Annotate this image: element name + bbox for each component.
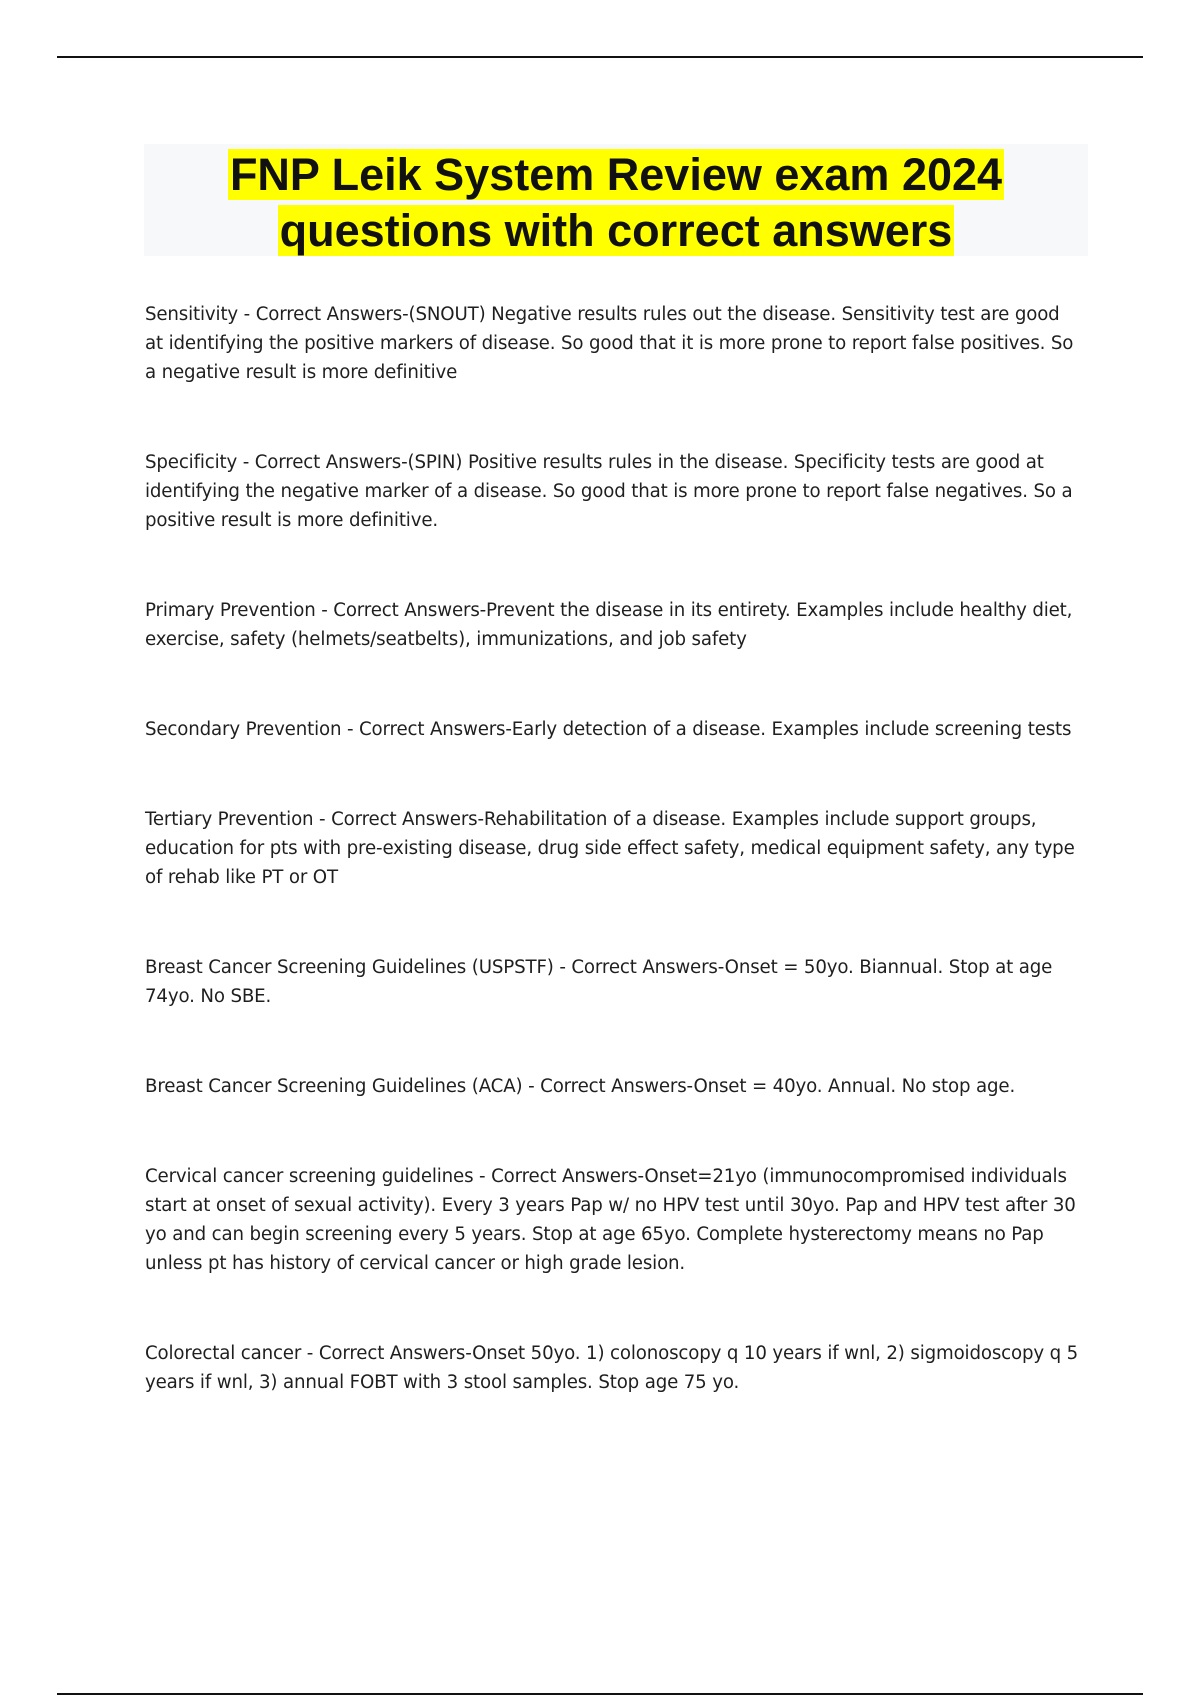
qa-entry-breast-uspstf: Breast Cancer Screening Guidelines (USPSTF) - Correct Answers-Onset = 50yo. Biannual. Stop at age 74yo. No SBE. [145,957,1053,1007]
document-title [144,144,1088,259]
title-block [144,144,1088,256]
title-line-2: questions with correct answers [279,205,953,256]
qa-entry-colorectal: Colorectal cancer - Correct Answers-Onset 50yo. 1) colonoscopy q 10 years if wnl, 2) sigmoidoscopy q 5 years if wnl, 3) annual FOBT with 3 stool samples. Stop age 75 yo. [145,1343,1079,1393]
qa-entry-secondary-prevention: Secondary Prevention - Correct Answers-Early detection of a disease. Examples include screening tests [145,719,1072,740]
footer-rule [57,1693,1143,1695]
qa-entry-cervical: Cervical cancer screening guidelines - Correct Answers-Onset=21yo (immunocompromised individuals start at onset of sexual activity). Every 3 years Pap w/ no HPV test until 30yo. Pap and HPV test after 30 yo and can begin screening every 5 years. Stop at age 65yo. Complete hysterectomy means no Pap unless pt has history of cervical cancer or high grade lesion. [145,1166,1076,1274]
qa-entry-primary-prevention: Primary Prevention - Correct Answers-Prevent the disease in its entirety. Examples include healthy diet, exercise, safety (helmets/seatbelts), immunizations, and job safety [145,600,1073,650]
header-rule [57,56,1143,58]
qa-entry-breast-aca: Breast Cancer Screening Guidelines (ACA) - Correct Answers-Onset = 40yo. Annual. No stop age. [145,1076,1016,1097]
qa-entry-sensitivity: Sensitivity - Correct Answers-(SNOUT) Negative results rules out the disease. Sensitivity test are good at identifying the positive markers of disease. So good that it is more prone to report false positives. So a negative result is more definitive [145,304,1074,383]
qa-entry-specificity: Specificity - Correct Answers-(SPIN) Positive results rules in the disease. Specificity tests are good at identifying the negative marker of a disease. So good that is more prone to report false negatives. So a positive result is more definitive. [145,452,1073,531]
qa-entry-tertiary-prevention: Tertiary Prevention - Correct Answers-Rehabilitation of a disease. Examples include support groups, education for pts with pre-existing disease, drug side effect safety, medical equipment safety, any type of rehab like PT or OT [145,809,1075,888]
title-line-1: FNP Leik System Review exam 2024 [229,149,1003,200]
document-body [145,300,1080,1397]
